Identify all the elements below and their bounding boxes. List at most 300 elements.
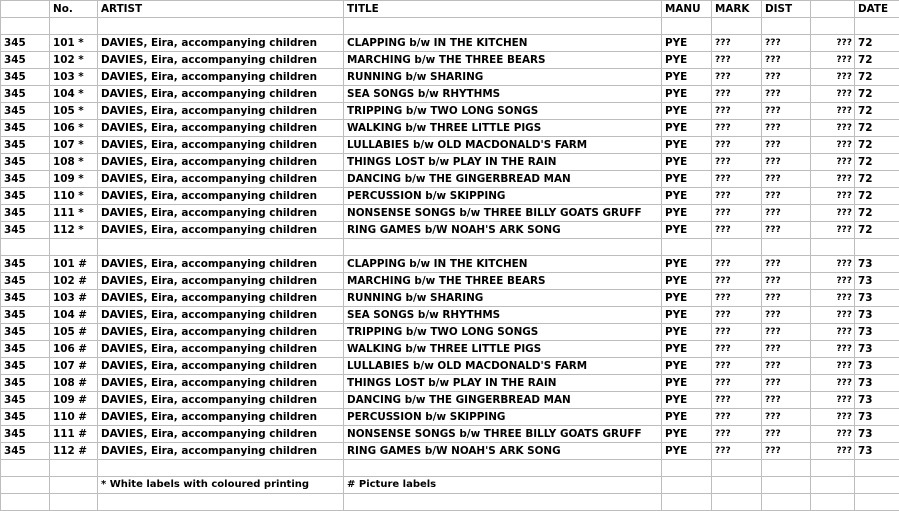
cell-mark[interactable]: ???	[712, 256, 762, 273]
cell-title[interactable]: MARCHING b/w THE THREE BEARS	[344, 273, 662, 290]
spacer-row	[1, 494, 899, 511]
cell-artist[interactable]: DAVIES, Eira, accompanying children	[98, 52, 344, 69]
cell-mark[interactable]: ???	[712, 188, 762, 205]
cell-q[interactable]: ???	[811, 256, 855, 273]
empty-cell[interactable]	[344, 494, 662, 511]
table-row	[1, 188, 899, 205]
empty-cell[interactable]	[1, 460, 50, 477]
header-cell-dist[interactable]: DIST	[762, 1, 811, 18]
cell-code[interactable]: 345	[1, 273, 50, 290]
cell-date[interactable]: 73	[855, 307, 899, 324]
table-row	[1, 103, 899, 120]
cell-no[interactable]: 107 #	[50, 358, 98, 375]
cell-no[interactable]: 112 #	[50, 443, 98, 460]
cell-dist[interactable]: ???	[762, 443, 811, 460]
cell-date[interactable]: 73	[855, 290, 899, 307]
cell-mark[interactable]: ???	[712, 375, 762, 392]
cell-dist[interactable]: ???	[762, 426, 811, 443]
cell-artist[interactable]: DAVIES, Eira, accompanying children	[98, 137, 344, 154]
cell-manu[interactable]: PYE	[662, 222, 712, 239]
cell-mark[interactable]: ???	[712, 103, 762, 120]
cell-q[interactable]: ???	[811, 120, 855, 137]
empty-cell[interactable]	[662, 477, 712, 494]
cell-q[interactable]: ???	[811, 222, 855, 239]
cell-code[interactable]: 345	[1, 341, 50, 358]
empty-cell[interactable]	[344, 18, 662, 35]
cell-dist[interactable]: ???	[762, 205, 811, 222]
table-row	[1, 120, 899, 137]
cell-q[interactable]: ???	[811, 358, 855, 375]
cell-dist[interactable]: ???	[762, 273, 811, 290]
cell-no[interactable]: 101 *	[50, 35, 98, 52]
cell-dist[interactable]: ???	[762, 137, 811, 154]
cell-mark[interactable]: ???	[712, 86, 762, 103]
table-row	[1, 409, 899, 426]
cell-artist[interactable]: DAVIES, Eira, accompanying children	[98, 307, 344, 324]
cell-mark[interactable]: ???	[712, 222, 762, 239]
cell-artist[interactable]: DAVIES, Eira, accompanying children	[98, 358, 344, 375]
spacer-row	[1, 460, 899, 477]
cell-dist[interactable]: ???	[762, 392, 811, 409]
cell-mark[interactable]: ???	[712, 120, 762, 137]
cell-mark[interactable]: ???	[712, 154, 762, 171]
cell-no[interactable]: 101 #	[50, 256, 98, 273]
cell-manu[interactable]: PYE	[662, 392, 712, 409]
cell-code[interactable]: 345	[1, 392, 50, 409]
cell-code[interactable]: 345	[1, 324, 50, 341]
empty-cell[interactable]	[662, 460, 712, 477]
cell-q[interactable]: ???	[811, 290, 855, 307]
cell-dist[interactable]: ???	[762, 256, 811, 273]
empty-cell[interactable]	[50, 477, 98, 494]
cell-code[interactable]: 345	[1, 426, 50, 443]
empty-cell[interactable]	[855, 18, 899, 35]
cell-title[interactable]: RUNNING b/w SHARING	[344, 290, 662, 307]
cell-code[interactable]: 345	[1, 137, 50, 154]
empty-cell[interactable]	[98, 239, 344, 256]
cell-artist[interactable]: DAVIES, Eira, accompanying children	[98, 69, 344, 86]
cell-q[interactable]: ???	[811, 426, 855, 443]
legend-white-labels[interactable]: * White labels with coloured printing	[98, 477, 344, 494]
cell-code[interactable]: 345	[1, 120, 50, 137]
table-row	[1, 392, 899, 409]
cell-dist[interactable]: ???	[762, 171, 811, 188]
cell-title[interactable]: RUNNING b/w SHARING	[344, 69, 662, 86]
empty-cell[interactable]	[811, 239, 855, 256]
cell-title[interactable]: RING GAMES b/W NOAH'S ARK SONG	[344, 222, 662, 239]
header-cell-title[interactable]: TITLE	[344, 1, 662, 18]
empty-cell[interactable]	[662, 18, 712, 35]
cell-code[interactable]: 345	[1, 222, 50, 239]
cell-date[interactable]: 72	[855, 188, 899, 205]
cell-manu[interactable]: PYE	[662, 35, 712, 52]
cell-dist[interactable]: ???	[762, 307, 811, 324]
cell-code[interactable]: 345	[1, 52, 50, 69]
cell-date[interactable]: 72	[855, 69, 899, 86]
cell-code[interactable]: 345	[1, 256, 50, 273]
cell-q[interactable]: ???	[811, 188, 855, 205]
cell-mark[interactable]: ???	[712, 426, 762, 443]
cell-title[interactable]: DANCING b/w THE GINGERBREAD MAN	[344, 392, 662, 409]
cell-title[interactable]: PERCUSSION b/w SKIPPING	[344, 188, 662, 205]
cell-title[interactable]: CLAPPING b/w IN THE KITCHEN	[344, 35, 662, 52]
cell-q[interactable]: ???	[811, 443, 855, 460]
cell-no[interactable]: 102 #	[50, 273, 98, 290]
cell-q[interactable]: ???	[811, 307, 855, 324]
cell-q[interactable]: ???	[811, 205, 855, 222]
empty-cell[interactable]	[1, 477, 50, 494]
cell-code[interactable]: 345	[1, 86, 50, 103]
header-cell-artist[interactable]: ARTIST	[98, 1, 344, 18]
cell-artist[interactable]: DAVIES, Eira, accompanying children	[98, 392, 344, 409]
cell-mark[interactable]: ???	[712, 171, 762, 188]
table-row	[1, 256, 899, 273]
cell-artist[interactable]: DAVIES, Eira, accompanying children	[98, 205, 344, 222]
cell-title[interactable]: SEA SONGS b/w RHYTHMS	[344, 86, 662, 103]
cell-artist[interactable]: DAVIES, Eira, accompanying children	[98, 443, 344, 460]
cell-artist[interactable]: DAVIES, Eira, accompanying children	[98, 256, 344, 273]
cell-manu[interactable]: PYE	[662, 137, 712, 154]
cell-title[interactable]: PERCUSSION b/w SKIPPING	[344, 409, 662, 426]
cell-no[interactable]: 111 #	[50, 426, 98, 443]
cell-manu[interactable]: PYE	[662, 256, 712, 273]
empty-cell[interactable]	[662, 494, 712, 511]
empty-cell[interactable]	[1, 494, 50, 511]
cell-manu[interactable]: PYE	[662, 205, 712, 222]
cell-mark[interactable]: ???	[712, 290, 762, 307]
cell-title[interactable]: LULLABIES b/w OLD MACDONALD'S FARM	[344, 137, 662, 154]
empty-cell[interactable]	[762, 477, 811, 494]
table-row	[1, 426, 899, 443]
cell-title[interactable]: DANCING b/w THE GINGERBREAD MAN	[344, 171, 662, 188]
table-row	[1, 52, 899, 69]
cell-no[interactable]: 106 *	[50, 120, 98, 137]
cell-code[interactable]: 345	[1, 358, 50, 375]
cell-artist[interactable]: DAVIES, Eira, accompanying children	[98, 35, 344, 52]
cell-manu[interactable]: PYE	[662, 443, 712, 460]
cell-no[interactable]: 109 *	[50, 171, 98, 188]
empty-cell[interactable]	[98, 494, 344, 511]
cell-q[interactable]: ???	[811, 103, 855, 120]
cell-artist[interactable]: DAVIES, Eira, accompanying children	[98, 341, 344, 358]
spacer-row	[1, 18, 899, 35]
empty-cell[interactable]	[811, 460, 855, 477]
cell-date[interactable]: 73	[855, 409, 899, 426]
cell-title[interactable]: NONSENSE SONGS b/w THREE BILLY GOATS GRUFF	[344, 426, 662, 443]
cell-no[interactable]: 108 *	[50, 154, 98, 171]
cell-dist[interactable]: ???	[762, 290, 811, 307]
cell-manu[interactable]: PYE	[662, 273, 712, 290]
empty-cell[interactable]	[855, 460, 899, 477]
table-row	[1, 171, 899, 188]
cell-date[interactable]: 73	[855, 341, 899, 358]
cell-artist[interactable]: DAVIES, Eira, accompanying children	[98, 290, 344, 307]
empty-cell[interactable]	[811, 18, 855, 35]
table-row	[1, 222, 899, 239]
cell-q[interactable]: ???	[811, 171, 855, 188]
cell-title[interactable]: TRIPPING b/w TWO LONG SONGS	[344, 324, 662, 341]
cell-title[interactable]: LULLABIES b/w OLD MACDONALD'S FARM	[344, 358, 662, 375]
empty-cell[interactable]	[344, 239, 662, 256]
empty-cell[interactable]	[50, 18, 98, 35]
cell-date[interactable]: 72	[855, 120, 899, 137]
cell-mark[interactable]: ???	[712, 409, 762, 426]
cell-code[interactable]: 345	[1, 290, 50, 307]
empty-cell[interactable]	[855, 477, 899, 494]
table-row	[1, 86, 899, 103]
cell-artist[interactable]: DAVIES, Eira, accompanying children	[98, 103, 344, 120]
cell-title[interactable]: THINGS LOST b/w PLAY IN THE RAIN	[344, 375, 662, 392]
empty-cell[interactable]	[712, 239, 762, 256]
cell-q[interactable]: ???	[811, 52, 855, 69]
table-row	[1, 69, 899, 86]
header-cell-date[interactable]: DATE	[855, 1, 899, 18]
cell-manu[interactable]: PYE	[662, 120, 712, 137]
cell-code[interactable]: 345	[1, 103, 50, 120]
empty-cell[interactable]	[662, 239, 712, 256]
cell-mark[interactable]: ???	[712, 392, 762, 409]
cell-manu[interactable]: PYE	[662, 188, 712, 205]
table-row	[1, 205, 899, 222]
header-row	[1, 1, 899, 18]
cell-manu[interactable]: PYE	[662, 154, 712, 171]
cell-dist[interactable]: ???	[762, 341, 811, 358]
empty-cell[interactable]	[762, 18, 811, 35]
cell-mark[interactable]: ???	[712, 205, 762, 222]
cell-no[interactable]: 107 *	[50, 137, 98, 154]
cell-title[interactable]: NONSENSE SONGS b/w THREE BILLY GOATS GRUFF	[344, 205, 662, 222]
empty-cell[interactable]	[762, 494, 811, 511]
empty-cell[interactable]	[811, 477, 855, 494]
empty-cell[interactable]	[762, 460, 811, 477]
cell-mark[interactable]: ???	[712, 324, 762, 341]
empty-cell[interactable]	[762, 239, 811, 256]
empty-cell[interactable]	[855, 494, 899, 511]
cell-manu[interactable]: PYE	[662, 375, 712, 392]
cell-date[interactable]: 73	[855, 273, 899, 290]
cell-date[interactable]: 72	[855, 103, 899, 120]
table-row	[1, 290, 899, 307]
cell-code[interactable]: 345	[1, 188, 50, 205]
cell-no[interactable]: 103 *	[50, 69, 98, 86]
cell-artist[interactable]: DAVIES, Eira, accompanying children	[98, 426, 344, 443]
table-row	[1, 273, 899, 290]
cell-manu[interactable]: PYE	[662, 307, 712, 324]
cell-no[interactable]: 112 *	[50, 222, 98, 239]
cell-no[interactable]: 106 #	[50, 341, 98, 358]
cell-manu[interactable]: PYE	[662, 69, 712, 86]
empty-cell[interactable]	[811, 494, 855, 511]
cell-mark[interactable]: ???	[712, 307, 762, 324]
cell-dist[interactable]: ???	[762, 222, 811, 239]
cell-date[interactable]: 72	[855, 171, 899, 188]
cell-no[interactable]: 111 *	[50, 205, 98, 222]
table-row	[1, 358, 899, 375]
cell-title[interactable]: RING GAMES b/W NOAH'S ARK SONG	[344, 443, 662, 460]
empty-cell[interactable]	[712, 494, 762, 511]
cell-q[interactable]: ???	[811, 35, 855, 52]
cell-no[interactable]: 108 #	[50, 375, 98, 392]
cell-dist[interactable]: ???	[762, 103, 811, 120]
cell-date[interactable]: 73	[855, 392, 899, 409]
cell-manu[interactable]: PYE	[662, 171, 712, 188]
cell-date[interactable]: 72	[855, 222, 899, 239]
legend-row	[1, 477, 899, 494]
empty-cell[interactable]	[1, 18, 50, 35]
cell-mark[interactable]: ???	[712, 358, 762, 375]
cell-q[interactable]: ???	[811, 69, 855, 86]
cell-title[interactable]: MARCHING b/w THE THREE BEARS	[344, 52, 662, 69]
cell-artist[interactable]: DAVIES, Eira, accompanying children	[98, 154, 344, 171]
cell-date[interactable]: 73	[855, 324, 899, 341]
table-row	[1, 137, 899, 154]
cell-q[interactable]: ???	[811, 392, 855, 409]
cell-artist[interactable]: DAVIES, Eira, accompanying children	[98, 86, 344, 103]
cell-date[interactable]: 72	[855, 35, 899, 52]
cell-manu[interactable]: PYE	[662, 86, 712, 103]
empty-cell[interactable]	[1, 239, 50, 256]
cell-date[interactable]: 73	[855, 443, 899, 460]
empty-cell[interactable]	[50, 239, 98, 256]
cell-title[interactable]: CLAPPING b/w IN THE KITCHEN	[344, 256, 662, 273]
cell-date[interactable]: 73	[855, 358, 899, 375]
table-row	[1, 154, 899, 171]
cell-code[interactable]: 345	[1, 171, 50, 188]
cell-artist[interactable]: DAVIES, Eira, accompanying children	[98, 171, 344, 188]
cell-date[interactable]: 73	[855, 256, 899, 273]
cell-code[interactable]: 345	[1, 307, 50, 324]
cell-title[interactable]: TRIPPING b/w TWO LONG SONGS	[344, 103, 662, 120]
table-row	[1, 324, 899, 341]
cell-mark[interactable]: ???	[712, 341, 762, 358]
header-cell-no[interactable]: No.	[50, 1, 98, 18]
empty-cell[interactable]	[712, 460, 762, 477]
empty-cell[interactable]	[98, 460, 344, 477]
empty-cell[interactable]	[712, 18, 762, 35]
spacer-row	[1, 239, 899, 256]
cell-q[interactable]: ???	[811, 273, 855, 290]
empty-cell[interactable]	[98, 18, 344, 35]
cell-no[interactable]: 102 *	[50, 52, 98, 69]
cell-code[interactable]: 345	[1, 375, 50, 392]
cell-artist[interactable]: DAVIES, Eira, accompanying children	[98, 120, 344, 137]
empty-cell[interactable]	[50, 460, 98, 477]
cell-dist[interactable]: ???	[762, 324, 811, 341]
cell-mark[interactable]: ???	[712, 137, 762, 154]
cell-no[interactable]: 110 *	[50, 188, 98, 205]
cell-manu[interactable]: PYE	[662, 409, 712, 426]
cell-date[interactable]: 72	[855, 86, 899, 103]
cell-date[interactable]: 73	[855, 426, 899, 443]
legend-picture-labels[interactable]: # Picture labels	[344, 477, 662, 494]
cell-dist[interactable]: ???	[762, 358, 811, 375]
cell-no[interactable]: 105 #	[50, 324, 98, 341]
cell-title[interactable]: WALKING b/w THREE LITTLE PIGS	[344, 120, 662, 137]
table-row	[1, 443, 899, 460]
empty-cell[interactable]	[50, 494, 98, 511]
cell-no[interactable]: 103 #	[50, 290, 98, 307]
cell-artist[interactable]: DAVIES, Eira, accompanying children	[98, 375, 344, 392]
cell-manu[interactable]: PYE	[662, 358, 712, 375]
cell-dist[interactable]: ???	[762, 154, 811, 171]
cell-no[interactable]: 109 #	[50, 392, 98, 409]
cell-dist[interactable]: ???	[762, 375, 811, 392]
cell-q[interactable]: ???	[811, 324, 855, 341]
cell-dist[interactable]: ???	[762, 69, 811, 86]
cell-dist[interactable]: ???	[762, 52, 811, 69]
cell-title[interactable]: THINGS LOST b/w PLAY IN THE RAIN	[344, 154, 662, 171]
table-row	[1, 341, 899, 358]
cell-date[interactable]: 72	[855, 154, 899, 171]
cell-mark[interactable]: ???	[712, 273, 762, 290]
cell-dist[interactable]: ???	[762, 86, 811, 103]
empty-cell[interactable]	[855, 239, 899, 256]
cell-artist[interactable]: DAVIES, Eira, accompanying children	[98, 222, 344, 239]
cell-mark[interactable]: ???	[712, 443, 762, 460]
cell-dist[interactable]: ???	[762, 409, 811, 426]
table-row	[1, 375, 899, 392]
cell-manu[interactable]: PYE	[662, 341, 712, 358]
cell-artist[interactable]: DAVIES, Eira, accompanying children	[98, 324, 344, 341]
header-cell-manu[interactable]: MANU	[662, 1, 712, 18]
cell-no[interactable]: 110 #	[50, 409, 98, 426]
table-row	[1, 307, 899, 324]
cell-title[interactable]: WALKING b/w THREE LITTLE PIGS	[344, 341, 662, 358]
cell-manu[interactable]: PYE	[662, 290, 712, 307]
cell-q[interactable]: ???	[811, 409, 855, 426]
cell-q[interactable]: ???	[811, 154, 855, 171]
cell-manu[interactable]: PYE	[662, 426, 712, 443]
header-cell-mark[interactable]: MARK	[712, 1, 762, 18]
cell-artist[interactable]: DAVIES, Eira, accompanying children	[98, 273, 344, 290]
header-cell-blank[interactable]	[811, 1, 855, 18]
cell-no[interactable]: 104 #	[50, 307, 98, 324]
cell-manu[interactable]: PYE	[662, 103, 712, 120]
cell-code[interactable]: 345	[1, 154, 50, 171]
cell-code[interactable]: 345	[1, 205, 50, 222]
cell-mark[interactable]: ???	[712, 52, 762, 69]
cell-code[interactable]: 345	[1, 35, 50, 52]
cell-mark[interactable]: ???	[712, 69, 762, 86]
empty-cell[interactable]	[712, 477, 762, 494]
cell-q[interactable]: ???	[811, 341, 855, 358]
cell-no[interactable]: 104 *	[50, 86, 98, 103]
cell-manu[interactable]: PYE	[662, 52, 712, 69]
cell-q[interactable]: ???	[811, 86, 855, 103]
empty-cell[interactable]	[344, 460, 662, 477]
cell-q[interactable]: ???	[811, 375, 855, 392]
cell-dist[interactable]: ???	[762, 120, 811, 137]
cell-code[interactable]: 345	[1, 69, 50, 86]
cell-artist[interactable]: DAVIES, Eira, accompanying children	[98, 188, 344, 205]
cell-date[interactable]: 72	[855, 52, 899, 69]
cell-mark[interactable]: ???	[712, 35, 762, 52]
cell-title[interactable]: SEA SONGS b/w RHYTHMS	[344, 307, 662, 324]
cell-artist[interactable]: DAVIES, Eira, accompanying children	[98, 409, 344, 426]
cell-date[interactable]: 72	[855, 137, 899, 154]
cell-manu[interactable]: PYE	[662, 324, 712, 341]
cell-date[interactable]: 72	[855, 205, 899, 222]
cell-code[interactable]: 345	[1, 409, 50, 426]
header-cell-code[interactable]	[1, 1, 50, 18]
table-row	[1, 35, 899, 52]
cell-q[interactable]: ???	[811, 137, 855, 154]
cell-dist[interactable]: ???	[762, 35, 811, 52]
cell-code[interactable]: 345	[1, 443, 50, 460]
cell-no[interactable]: 105 *	[50, 103, 98, 120]
cell-date[interactable]: 73	[855, 375, 899, 392]
cell-dist[interactable]: ???	[762, 188, 811, 205]
